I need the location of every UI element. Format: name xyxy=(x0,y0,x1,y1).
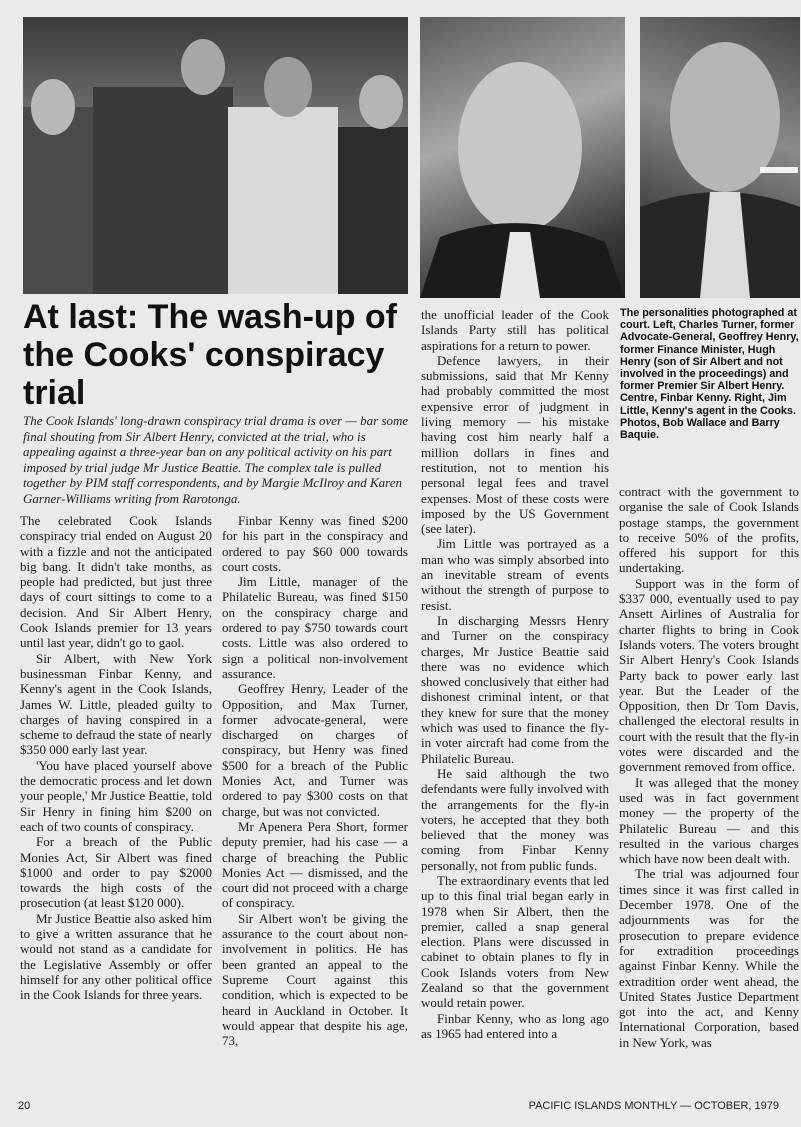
paragraph: Mr Apenera Pera Short, former deputy premier, had his case — a charge of breaching the Public Monies Act — dismissed, and the court did not proceed with a charge of conspiracy. xyxy=(222,818,408,911)
paragraph: Geoffrey Henry, Leader of the Opposition, and Max Turner, former advocate-general, were discharged on charges of conspiracy, but Henry was fined $500 for a breach of the Public Monies Act, and Turner was ordered to pay $300 costs on that charge, but was not convicted. xyxy=(222,681,408,819)
paragraph: 'You have placed yourself above the democratic process and let down your people,' Mr Justice Beattie, told Sir Henry in fining him $200 on each of two counts of conspiracy. xyxy=(20,757,212,834)
paragraph: Sir Albert won't be giving the assurance to the court about non-involvement in politics. He has been granted an appeal to the Supreme Court against this condition, which is expected to be heard in Auckland in October. It would appear that despite his age, 73, xyxy=(222,910,408,1049)
paragraph: Sir Albert, with New York businessman Finbar Kenny, and Kenny's agent in the Cook Islands, James W. Little, pleaded guilty to charges of having conspired in a scheme to defraud the state of nearly $350 000 early last year. xyxy=(20,650,212,758)
body-column-1 xyxy=(20,513,212,1003)
paragraph: The celebrated Cook Islands conspiracy trial ended on August 20 with a fizzle and not the anticipated big bang. It didn't take months, as people had predicted, but just three days of court sittings to come to a decision. And Sir Albert Henry, Cook Islands premier for 13 years until last year, didn't go to gaol. xyxy=(20,513,212,651)
paragraph: Jim Little, manager of the Philatelic Bureau, was fined $150 on the conspiracy charge and ordered to pay $750 towards court costs. Little was also ordered to sign a political non-involvement assurance. xyxy=(222,574,408,681)
paragraph: Defence lawyers, in their submissions, said that Mr Kenny had probably committed the most expensive error of judgment in living memory — his mistake having cost him nearly half a million dollars in fines and restitution, not to mention his personal legal fees and travel expenses. Most of these costs were imposed by the US Government (see later). xyxy=(421,352,609,537)
paragraph: Finbar Kenny, who as long ago as 1965 had entered into a xyxy=(421,1010,609,1041)
page-number: 20 xyxy=(18,1100,31,1112)
paragraph: Mr Justice Beattie also asked him to give a written assurance that he would not stand as a candidate for the Legislative Assembly or offer himself for any other political office in the Cook Islands for three years. xyxy=(20,910,212,1003)
paragraph: contract with the government to organise the sale of Cook Islands postage stamps, the government to receive 50% of the profits, offered his support for this undertaking. xyxy=(619,484,799,576)
paragraph: Finbar Kenny was fined $200 for his part in the conspiracy and ordered to pay $60 000 towards court costs. xyxy=(222,513,408,574)
article-intro: The Cook Islands' long-drawn conspiracy trial drama is over — bar some final shouting from Sir Albert Henry, convicted at the trial, who is appealing against a three-year ban on any political activity on his part imposed by trial judge Mr Justice Beattie. The complex tale is pulled together by PIM staff correspondents, and by Margie McIlroy and Karen Garner-Williams writing from Rarotonga. xyxy=(23,413,409,506)
portrait-photo-little xyxy=(640,17,800,298)
article-headline: At last: The wash-up of the Cooks' conspiracy trial xyxy=(23,298,397,412)
paragraph: For a breach of the Public Monies Act, Sir Albert was fined $1000 and order to pay $2000 towards the high costs of the prosecution (at least $120 000). xyxy=(20,834,212,911)
photo-caption: The personalities photographed at court. Left, Charles Turner, former Advocate-General, Geoffrey Henry, former Finance Minister, Hugh Henry (son of Sir Albert and not involved in the proceedings) and former Premier Sir Albert Henry. Centre, Finbar Kenny. Right, Jim Little, Kenny's agent in the Cooks. Photos, Bob Wallace and Barry Baquie. xyxy=(620,307,799,442)
paragraph: Jim Little was portrayed as a man who was simply absorbed into an inevitable stream of events without the strength of purpose to resist. xyxy=(421,536,609,613)
paragraph: Support was in the form of $337 000, eventually used to pay Ansett Airlines of Australia for charter flights to bring in Cook Islands voters. The voters brought Sir Albert Henry's Cook Islands Party back to power early last year. But the Leader of the Opposition, then Dr Tom Davis, challenged the electoral results in court with the result that the fly-in votes were discarded and the government removed from office. xyxy=(619,575,799,775)
body-column-2 xyxy=(222,513,408,1048)
paragraph: The extraordinary events that led up to this final trial began early in 1978 when Sir Albert, then the premier, called a snap general election. Plans were discussed in cabinet to obtain planes to fly in Cook Islands voters from New Zealand so that the government would retain power. xyxy=(421,872,609,1011)
body-column-4 xyxy=(619,484,799,1050)
publication-footer: PACIFIC ISLANDS MONTHLY — OCTOBER, 1979 xyxy=(528,1100,779,1112)
paragraph: It was alleged that the money used was in fact government money — the property of the Philatelic Bureau — and this resulted in the various charges which have now been dealt with. xyxy=(619,774,799,867)
portrait-photo-kenny xyxy=(420,17,625,298)
body-column-3 xyxy=(421,307,609,1041)
group-photo xyxy=(23,17,408,294)
paragraph: In discharging Messrs Henry and Turner on the conspiracy charges, Mr Justice Beattie said there was no evidence which showed conclusively that either had dishonest criminal intent, or that they knew for sure that the money which was used to finance the fly-in voter aircraft had come from the Philatelic Bureau. xyxy=(421,612,609,766)
paragraph: The trial was adjourned four times since it was first called in December 1978. One of the adjournments was for the prosecution to prepare evidence for extradition proceedings against Finbar Kenny. While the extradition order went ahead, the United States Justice Department got into the act, and Kenny International Corporation, based in New York, was xyxy=(619,866,799,1050)
paragraph: He said although the two defendants were fully involved with the arrangements for the fly-in voters, he accepted that they both believed that the money was coming from Finbar Kenny personally, not from public funds. xyxy=(421,765,609,873)
paragraph: the unofficial leader of the Cook Islands Party still has political aspirations for a return to power. xyxy=(421,307,609,353)
